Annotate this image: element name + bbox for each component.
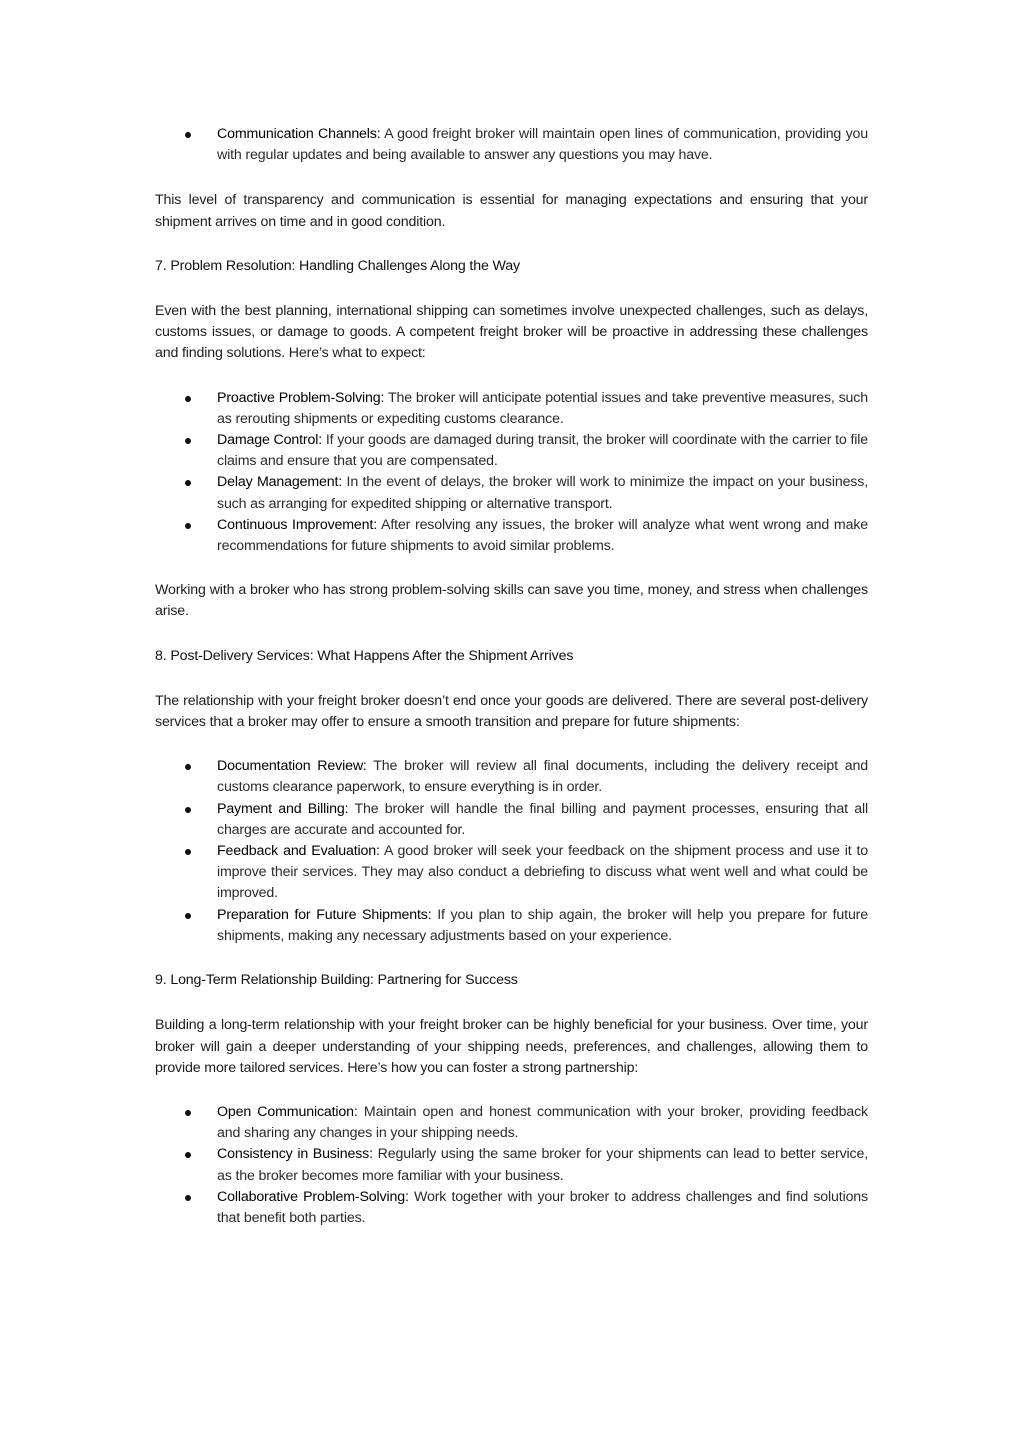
paragraph-transparency: This level of transparency and communication is essential for managing expectations and ensuring that your shipment arrives on time and in good condition. [155, 192, 868, 230]
bullet-icon [185, 1110, 191, 1116]
bullet-icon [185, 913, 191, 919]
bullet-icon [185, 849, 191, 855]
bullet-icon [185, 132, 191, 138]
problem-resolution-bullet-list [155, 388, 868, 558]
bullet-icon [185, 764, 191, 770]
list-item [155, 756, 868, 798]
list-item-text: If you plan to ship again, the broker will help you prepare for future shipments, making any necessary adjustments based on your experience. [217, 906, 868, 944]
list-item [155, 799, 868, 841]
list-item-term: Open Communication: [217, 1103, 358, 1120]
list-item [155, 1102, 868, 1144]
list-item-term: Damage Control: [217, 432, 323, 449]
list-item-text: The broker will handle the final billing and payment processes, ensuring that all charges are accurate and accounted for. [217, 800, 868, 838]
list-item [155, 430, 868, 472]
list-item-term: Documentation Review: [217, 758, 367, 775]
list-item [155, 472, 868, 514]
section-closing-paragraph: Working with a broker who has strong problem-solving skills can save you time, money, and stress when challenges arise. [155, 582, 868, 620]
list-item-term: Consistency in Business: [217, 1146, 373, 1163]
list-item-term: Communication Channels: [217, 126, 381, 142]
list-item-term: Collaborative Problem-Solving: [217, 1188, 409, 1205]
list-item-term: Proactive Problem-Solving: [217, 389, 385, 406]
relationship-bullet-list [155, 1102, 868, 1229]
section-intro-paragraph: The relationship with your freight broker doesn’t end once your goods are delivered. There are several post-delivery services that a broker may offer to ensure a smooth transition and prepare for future shipments: [155, 692, 868, 731]
list-item-text: Work together with your broker to address challenges and find solutions that benefit both parties. [217, 1188, 868, 1226]
post-delivery-bullet-list [155, 756, 868, 947]
document-page [155, 124, 868, 1252]
list-item-term: Continuous Improvement: [217, 516, 377, 533]
bullet-icon [185, 480, 191, 486]
section-intro-paragraph: Even with the best planning, international shipping can sometimes involve unexpected challenges, such as delays, customs issues, or damage to goods. A competent freight broker will be proactive in addressing these challenges and finding solutions. Here’s what to expect: [155, 303, 868, 362]
list-item-text: A good freight broker will maintain open lines of communication, providing you with regular updates and being available to answer any questions you may have. [217, 126, 868, 164]
section-heading-post-delivery: 8. Post-Delivery Services: What Happens After the Shipment Arrives [155, 647, 574, 664]
list-item [155, 388, 868, 430]
bullet-icon [185, 807, 191, 813]
list-item-term: Preparation for Future Shipments: [217, 906, 432, 923]
list-item-text: After resolving any issues, the broker will analyze what went wrong and make recommendations for future shipments to avoid similar problems. [217, 516, 869, 555]
list-item-text: The broker will anticipate potential issues and take preventive measures, such as rerouting shipments or expediting customs clearance. [217, 389, 868, 427]
list-item-term: Payment and Billing: [217, 800, 349, 817]
list-item-text: If your goods are damaged during transit, the broker will coordinate with the carrier to file claims and ensure that you are compensated. [217, 432, 869, 470]
bullet-icon [185, 396, 191, 402]
bullet-icon [185, 1152, 191, 1158]
list-item-text: The broker will review all final documents, including the delivery receipt and customs clearance paperwork, to ensure everything is in order. [217, 758, 868, 796]
list-item [155, 905, 868, 947]
list-item [155, 1144, 868, 1186]
bullet-icon [185, 438, 191, 444]
list-item [155, 841, 868, 905]
bullet-icon [185, 523, 191, 529]
list-item-text: Maintain open and honest communication with your broker, providing feedback and sharing any changes in your shipping needs. [217, 1103, 869, 1142]
communication-bullet-list [155, 124, 868, 166]
section-intro-paragraph: Building a long-term relationship with your freight broker can be highly beneficial for your business. Over time, your broker will gain a deeper understanding of your shipping needs, preferences, and challenges, allowing them to provide more tailored services. Here’s how you can foster a strong partnership: [155, 1017, 868, 1076]
list-item-text: Regularly using the same broker for your shipments can lead to better service, as the broker becomes more familiar with your business. [217, 1146, 868, 1184]
list-item [155, 515, 868, 557]
list-item-term: Delay Management: [217, 474, 343, 491]
section-heading-problem-resolution: 7. Problem Resolution: Handling Challenges Along the Way [155, 257, 520, 274]
list-item-text: A good broker will seek your feedback on the shipment process and use it to improve their services. They may also conduct a debriefing to discuss what went well and what could be improved. [217, 843, 868, 902]
list-item [155, 124, 868, 166]
bullet-icon [185, 1195, 191, 1201]
list-item [155, 1187, 868, 1229]
list-item-term: Feedback and Evaluation: [217, 843, 380, 860]
list-item-text: In the event of delays, the broker will work to minimize the impact on your business, such as arranging for expedited shipping or alternative transport. [217, 474, 868, 512]
section-heading-long-term-relationship: 9. Long-Term Relationship Building: Partnering for Success [155, 972, 518, 989]
